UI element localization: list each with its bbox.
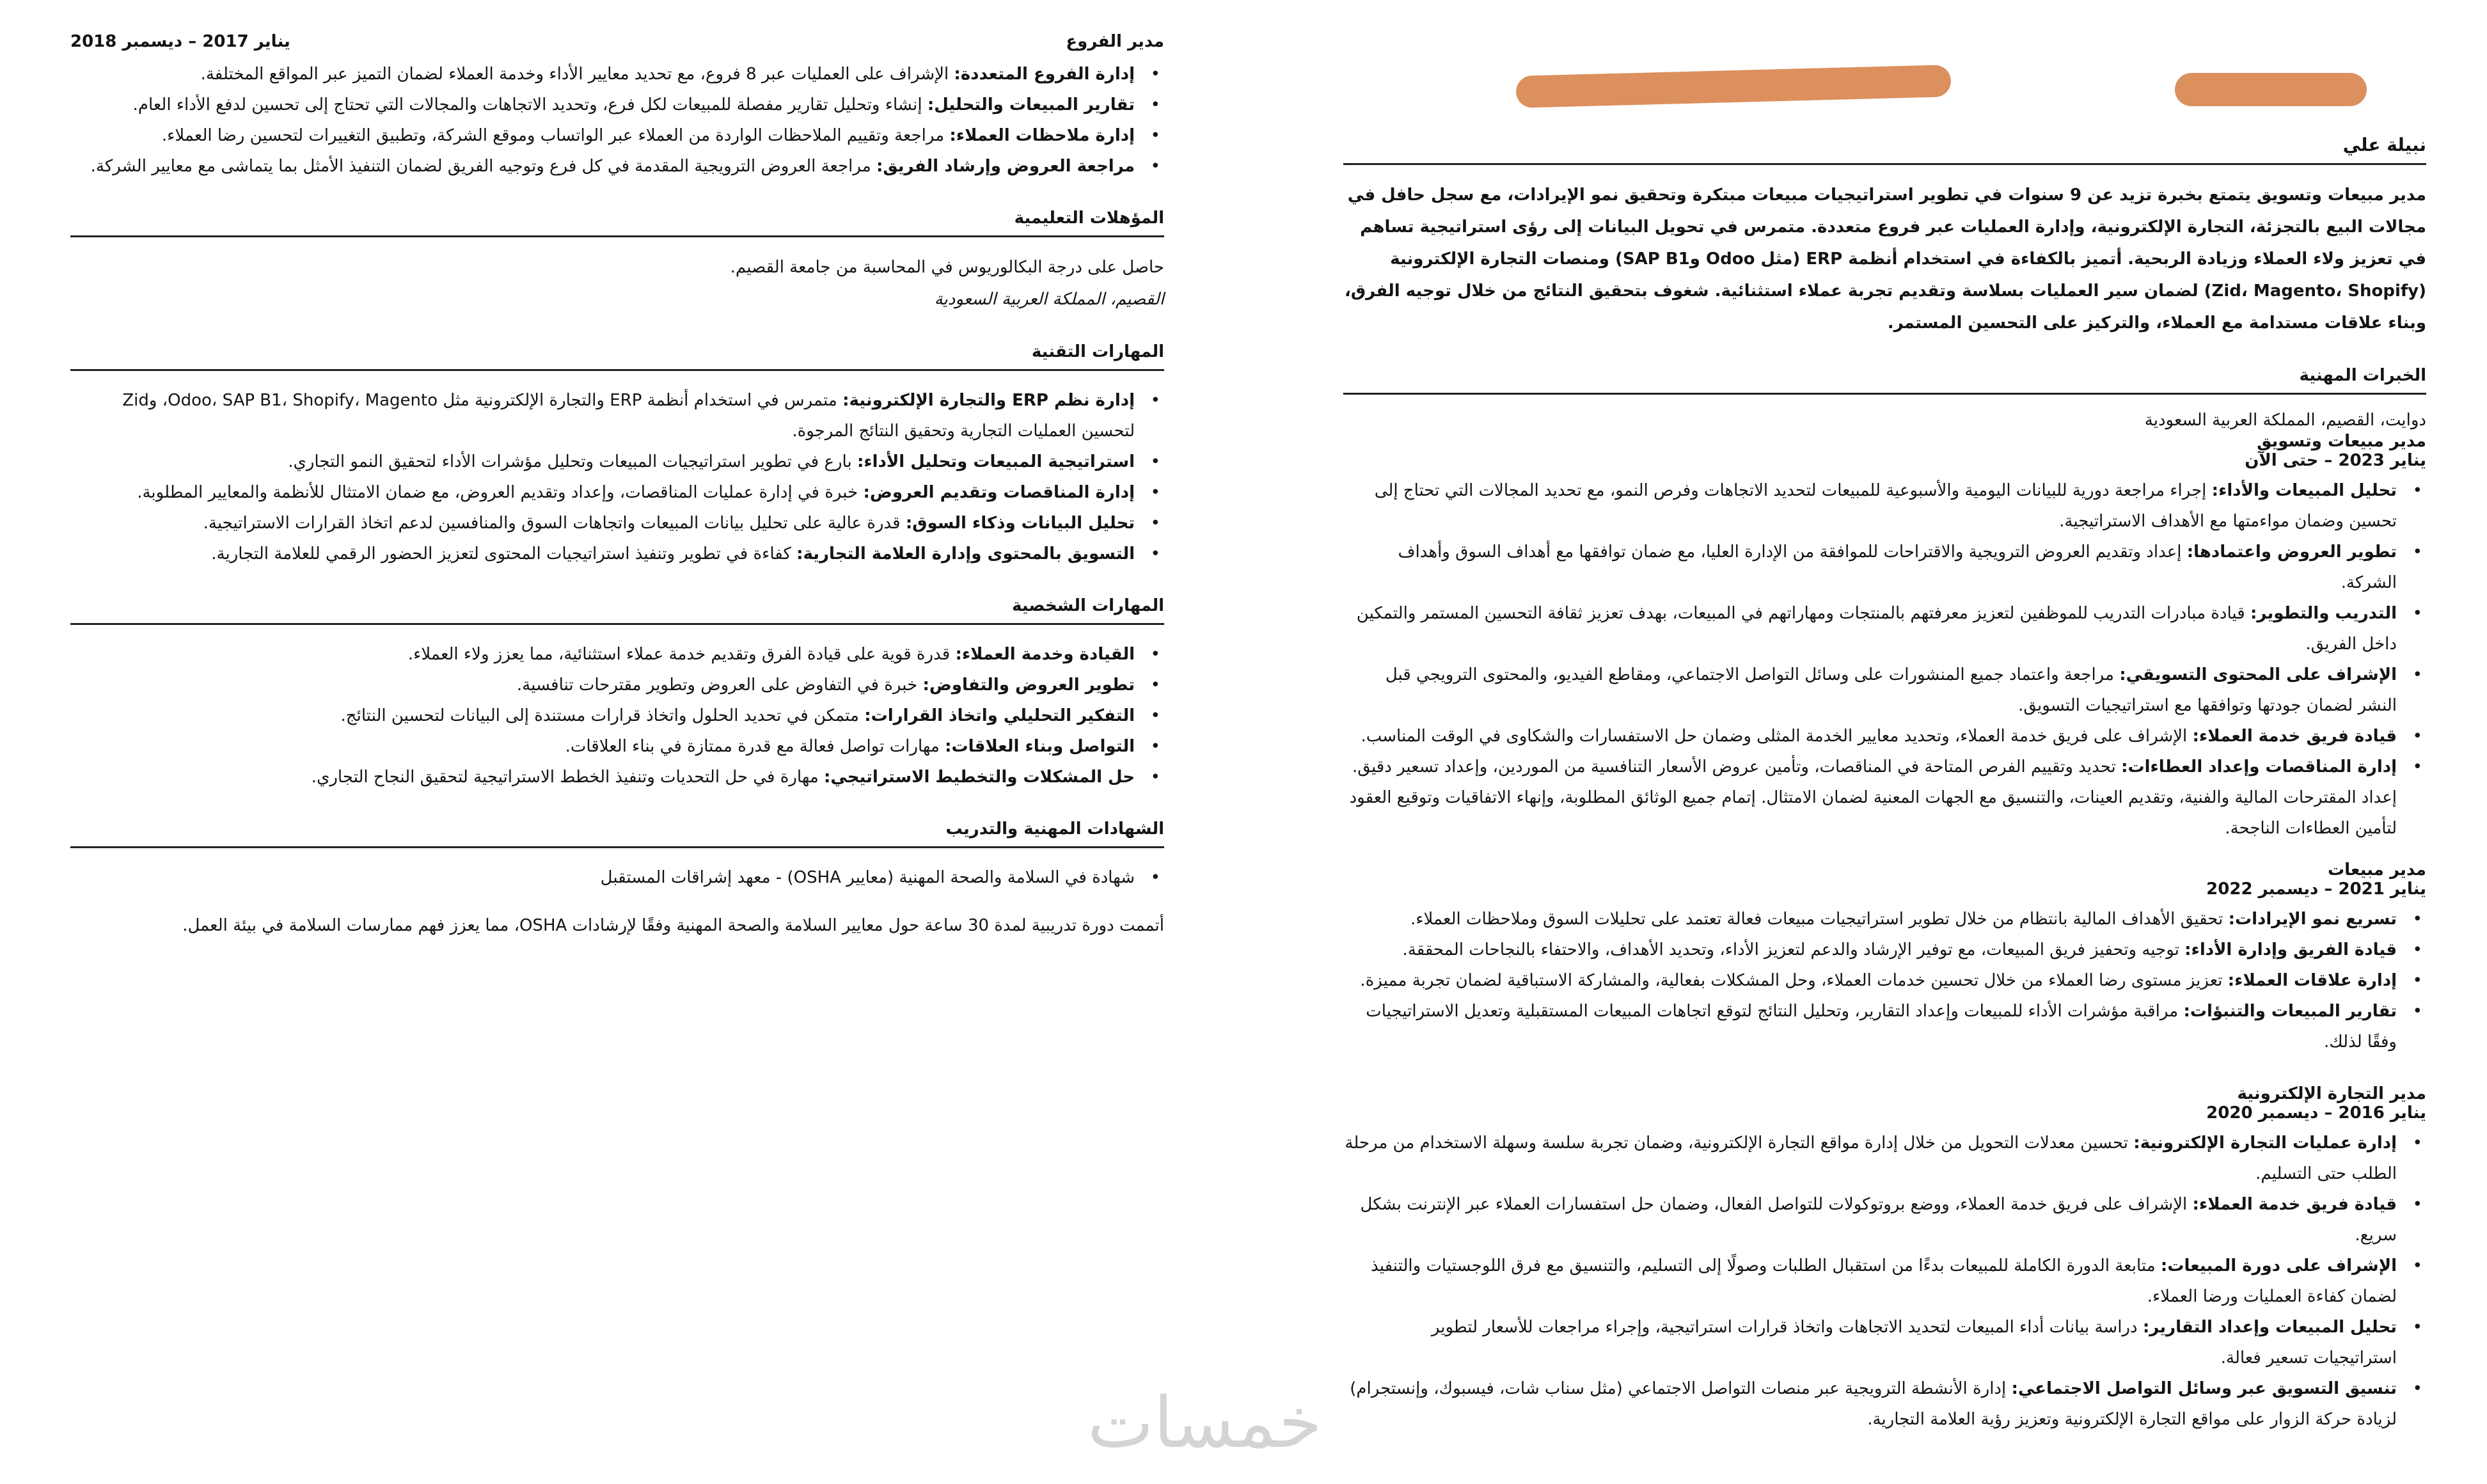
bullet-text: متابعة الدورة الكاملة للمبيعات بدءًا من استقبال الطلبات وصولًا إلى التسليم، والتنسيق مع فرق اللوجستيات والتنفيذ لضمان كفاءة العمليات ورضا العملاء. <box>1371 1256 2397 1306</box>
education-degree: حاصل على درجة البكالوريوس في المحاسبة من جامعة القصيم. <box>730 258 1164 277</box>
name-divider <box>1343 163 2426 165</box>
job-entry <box>1343 1084 2426 1435</box>
bullet-item <box>1343 721 2397 752</box>
experience-title: الخبرات المهنية <box>2299 366 2426 385</box>
bullet-label: تحليل البيانات وذكاء السوق: <box>905 514 1135 533</box>
bullet-item <box>70 539 1135 569</box>
bullet-item <box>70 90 1135 120</box>
bullet-item <box>1343 1251 2397 1312</box>
bullet-label: تنسيق التسويق عبر وسائل التواصل الاجتماعي: <box>2011 1379 2397 1398</box>
bullet-label: قيادة فريق خدمة العملاء: <box>2192 727 2397 746</box>
job-dates: يناير 2017 – ديسمبر 2018 <box>70 32 290 51</box>
education-title: المؤهلات التعليمية <box>1014 209 1164 228</box>
job-entry <box>1343 860 2426 1057</box>
certification-note: أتممت دورة تدريبية لمدة 30 ساعة حول معايير السلامة والصحة المهنية وفقًا لإرشادات OSHA، مما يعزز فهم ممارسات السلامة في بيئة العمل. <box>182 916 1164 935</box>
bullet-label: إدارة الفروع المتعددة: <box>954 65 1135 84</box>
bullet-text: تعزيز مستوى رضا العملاء من خلال تحسين خدمات العملاء، وحل المشكلات بفعالية، والمشاركة الاستباقية لضمان تجربة مميزة. <box>1360 971 2228 990</box>
bullet-text: تحديد وتقييم الفرص المتاحة في المناقصات، وتأمين عروض الأسعار التنافسية من الموردين، وإعداد تسعير دقيق. إعداد المقترحات المالية والفنية، وتقديم العينات، والتنسيق مع الجهات المعنية لضمان الامتثال. إتمام جميع الوثائق المطلوبة، وإنهاء الاتفاقيات وتوقيع العقود لتأمين العطاءات الناجحة. <box>1349 757 2397 838</box>
bullet-label: قيادة فريق خدمة العملاء: <box>2192 1195 2397 1214</box>
job-dates: يناير 2021 – ديسمبر 2022 <box>2206 880 2426 899</box>
bullet-label: إدارة المناقصات وإعداد العطاءات: <box>2121 757 2397 777</box>
section-divider <box>70 369 1164 371</box>
bullet-label: التسويق بالمحتوى وإدارة العلامة التجارية: <box>796 544 1135 564</box>
bullet-text: قيادة مبادرات التدريب للموظفين لتعزيز معرفتهم بالمنتجات ومهاراتهم في المبيعات، بهدف تعزيز ثقافة التحسين المستمر والتمكين داخل الفريق. <box>1356 604 2397 654</box>
job-bullets <box>1343 475 2426 844</box>
bullet-item <box>70 59 1135 90</box>
bullet-text: مهارة في حل التحديات وتنفيذ الخطط الاستراتيجية لتحقيق النجاح التجاري. <box>311 768 825 787</box>
bullet-text: قدرة عالية على تحليل بيانات المبيعات واتجاهات السوق والمنافسين لدعم اتخاذ القرارات الاستراتيجية. <box>203 514 906 533</box>
bullet-item <box>70 639 1135 670</box>
bullet-text: مراجعة وتقييم الملاحظات الواردة من العملاء عبر الواتساب وموقع الشركة، وتطبيق التغييرات لتحسين رضا العملاء. <box>161 126 950 145</box>
bullet-item <box>70 477 1135 508</box>
bullet-item <box>70 700 1135 731</box>
bullet-label: حل المشكلات والتخطيط الاستراتيجي: <box>824 768 1135 787</box>
bullet-item <box>70 446 1135 477</box>
branch-manager-header <box>70 32 1164 59</box>
job-title: مدير مبيعات <box>2328 860 2426 880</box>
bullet-item <box>1343 752 2397 844</box>
personal-skills-list <box>70 639 1164 793</box>
bullet-text: مهارات تواصل فعالة مع قدرة ممتازة في بناء العلاقات. <box>565 737 945 756</box>
bullet-label: تطوير العروض واعتمادها: <box>2186 542 2397 562</box>
bullet-item <box>70 120 1135 151</box>
job-title: مدير التجارة الإلكترونية <box>2237 1084 2426 1103</box>
education-location: القصيم، المملكة العربية السعودية <box>934 290 1164 309</box>
bullet-label: التواصل وبناء العلاقات: <box>945 737 1135 756</box>
technical-skills-list <box>70 385 1164 569</box>
bullet-item <box>1343 1312 2397 1373</box>
technical-skills-title: المهارات التقنية <box>1031 342 1164 361</box>
section-divider <box>70 623 1164 625</box>
resume-page-1 <box>1324 0 2487 1484</box>
job-bullets <box>1343 904 2426 1057</box>
bullet-label: إدارة علاقات العملاء: <box>2227 971 2397 990</box>
bullet-text: دراسة بيانات أداء المبيعات لتحديد الاتجاهات واتخاذ قرارات استراتيجية، وإجراء مراجعات للأسعار لتطوير استراتيجيات تسعير فعالة. <box>1431 1318 2397 1368</box>
resume-page-2 <box>0 0 1209 1484</box>
job-bullets <box>1343 1128 2426 1435</box>
job-dates: يناير 2023 – حتى الآن <box>2245 451 2426 470</box>
job-organization: دوايت، القصيم، المملكة العربية السعودية <box>2144 411 2426 430</box>
certifications-title: الشهادات المهنية والتدريب <box>945 819 1164 839</box>
bullet-item <box>70 862 1135 893</box>
bullet-label: تحليل المبيعات والأداء: <box>2211 481 2397 500</box>
candidate-name: نبيلة علي <box>2342 134 2426 155</box>
bullet-text: خبرة في إدارة عمليات المناقصات، وإعداد وتقديم العروض، مع ضمان الامتثال للأنظمة والمعايير المطلوبة. <box>137 483 864 502</box>
certifications-list <box>70 862 1164 893</box>
section-divider <box>70 846 1164 848</box>
bullet-text: الإشراف على فريق خدمة العملاء، وتحديد معايير الخدمة المثلى وضمان حل الاستفسارات والشكاوى في الوقت المناسب. <box>1361 727 2193 746</box>
bullet-item <box>1343 965 2397 996</box>
section-divider <box>1343 393 2426 395</box>
section-divider <box>70 235 1164 237</box>
job-entry <box>1343 409 2426 844</box>
bullet-item <box>1343 1128 2397 1189</box>
personal-skills-title: المهارات الشخصية <box>1012 596 1164 615</box>
bullet-item <box>70 508 1135 539</box>
bullet-text: متمرس في استخدام أنظمة ERP والتجارة الإلكترونية مثل Odoo، SAP B1، Shopify، Magento، وZid لتحسين العمليات التجارية وتحقيق النتائج المرجوة. <box>122 391 1135 441</box>
bullet-label: استراتيجية المبيعات وتحليل الأداء: <box>857 452 1135 471</box>
bullet-item <box>1343 1373 2397 1435</box>
bullet-item <box>70 151 1135 182</box>
bullet-item <box>1343 935 2397 965</box>
bullet-text: شهادة في السلامة والصحة المهنية (معايير OSHA) - معهد إشراقات المستقبل <box>600 868 1135 887</box>
bullet-label: إدارة ملاحظات العملاء: <box>949 126 1135 145</box>
bullet-text: خبرة في التفاوض على العروض وتطوير مقترحات تنافسية. <box>516 675 923 695</box>
bullet-label: تقارير المبيعات والتحليل: <box>927 95 1135 114</box>
bullet-item <box>70 731 1135 762</box>
bullet-label: تسريع نمو الإيرادات: <box>2228 910 2397 929</box>
bullet-text: إعداد وتقديم العروض الترويجية والاقتراحات للموافقة من الإدارة العليا، مع ضمان توافقها مع أهداف السوق وأهداف الشركة. <box>1398 542 2397 592</box>
bullet-label: تحليل المبيعات وإعداد التقارير: <box>2142 1318 2397 1337</box>
bullet-label: إدارة نظم ERP والتجارة الإلكترونية: <box>842 391 1135 410</box>
bullet-item <box>70 670 1135 700</box>
bullet-label: تطوير العروض والتفاوض: <box>922 675 1135 695</box>
bullet-text: توجيه وتحفيز فريق المبيعات، مع توفير الإرشاد والدعم لتعزيز الأداء، وتحديد الأهداف، والاحتفاء بالنجاحات المحققة. <box>1402 940 2185 959</box>
bullet-label: مراجعة العروض وإرشاد الفريق: <box>876 157 1135 176</box>
bullet-item <box>1343 1189 2397 1251</box>
bullet-label: التفكير التحليلي واتخاذ القرارات: <box>864 706 1135 725</box>
job-dates: يناير 2016 – ديسمبر 2020 <box>2206 1103 2426 1123</box>
bullet-label: تقارير المبيعات والتنبؤات: <box>2183 1002 2397 1021</box>
bullet-label: التدريب والتطوير: <box>2250 604 2397 623</box>
bullet-item <box>1343 598 2397 659</box>
professional-summary: مدير مبيعات وتسويق يتمتع بخبرة تزيد عن 9 سنوات في تطوير استراتيجيات مبيعات مبتكرة وتحقيق نمو الإيرادات، مع سجل حافل في مجالات البيع بالتجزئة، التجارة الإلكترونية، وإدارة العمليات عبر فروع متعددة. متمرس في تحويل البيانات إلى رؤى استراتيجية تساهم في تعزيز ولاء العملاء وزيادة الربحية. أتميز بالكفاءة في استخدام أنظمة ERP (مثل Odoo وSAP B1) ومنصات التجارة الإلكترونية (Zid، Magento، Shopify) لضمان سير العمليات بسلاسة وتقديم تجربة عملاء استثنائية. شغوف بتحقيق النتائج من خلال توجيه الفرق، وبناء علاقات مستدامة مع العملاء، والتركيز على التحسين المستمر. <box>1345 186 2426 333</box>
job-title: مدير مبيعات وتسويق <box>2257 432 2426 451</box>
bullet-text: مراجعة واعتماد جميع المنشورات على وسائل التواصل الاجتماعي، ومقاطع الفيديو، والمحتوى الترويجي قبل النشر لضمان جودتها وتوافقها مع استراتيجيات التسويق. <box>1385 665 2397 715</box>
bullet-text: متمكن في تحديد الحلول واتخاذ قرارات مستندة إلى البيانات لتحسين النتائج. <box>340 706 865 725</box>
bullet-text: تحسين معدلات التحويل من خلال إدارة مواقع التجارة الإلكترونية، وضمان تجربة سلسة وسهلة الاستخدام من مرحلة الطلب حتى التسليم. <box>1345 1133 2397 1183</box>
bullet-text: الإشراف على فريق خدمة العملاء، ووضع بروتوكولات للتواصل الفعال، وضمان حل استفسارات العملاء عبر الإنترنت بشكل سريع. <box>1360 1195 2397 1245</box>
bullet-text: مراجعة العروض الترويجية المقدمة في كل فرع وتوجيه الفريق لضمان التنفيذ الأمثل بما يتماشى مع معايير الشركة. <box>90 157 876 176</box>
bullet-text: تحقيق الأهداف المالية بانتظام من خلال تطوير استراتيجيات مبيعات فعالة تعتمد على تحليلات السوق وملاحظات العملاء. <box>1410 910 2229 929</box>
bullet-text: إنشاء وتحليل تقارير مفصلة للمبيعات لكل فرع، وتحديد الاتجاهات والمجالات التي تحتاج إلى تحسين لدفع الأداء العام. <box>132 95 928 114</box>
bullet-text: بارع في تطوير استراتيجيات المبيعات وتحليل مؤشرات الأداء لتحقيق النمو التجاري. <box>288 452 857 471</box>
watermark-logo: خمسات <box>1087 1382 1322 1464</box>
job-bullets <box>70 59 1164 182</box>
bullet-item <box>70 762 1135 793</box>
bullet-label: القيادة وخدمة العملاء: <box>955 645 1135 664</box>
bullet-text: إجراء مراجعة دورية للبيانات اليومية والأسبوعية للمبيعات لتحديد الاتجاهات وفرص النمو، مع تحديد المجالات التي تحتاج إلى تحسين وضمان مواءمتها مع الأهداف الاستراتيجية. <box>1374 481 2397 531</box>
bullet-label: الإشراف على المحتوى التسويقي: <box>2119 665 2397 684</box>
bullet-text: الإشراف على العمليات عبر 8 فروع، مع تحديد معايير الأداء وخدمة العملاء لضمان التميز عبر المواقع المختلفة. <box>200 65 954 84</box>
bullet-item <box>1343 537 2397 598</box>
bullet-text: كفاءة في تطوير وتنفيذ استراتيجيات المحتوى لتعزيز الحضور الرقمي للعلامة التجارية. <box>211 544 797 564</box>
bullet-label: إدارة المناقصات وتقديم العروض: <box>863 483 1135 502</box>
bullet-text: مراقبة مؤشرات الأداء للمبيعات وإعداد التقارير، وتحليل النتائج لتوقع اتجاهات المبيعات المستقبلية وتعديل الاستراتيجيات وفقًا لذلك. <box>1366 1002 2397 1052</box>
bullet-item <box>1343 475 2397 537</box>
bullet-text: إدارة الأنشطة الترويجية عبر منصات التواصل الاجتماعي (مثل سناب شات، فيسبوك، وإنستجرام) لزيادة حركة الزوار على مواقع التجارة الإلكترونية وتعزيز رؤية العلامة التجارية. <box>1350 1379 2397 1429</box>
bullet-text: قدرة قوية على قيادة الفرق وتقديم خدمة عملاء استثنائية، مما يعزز ولاء العملاء. <box>407 645 956 664</box>
bullet-item <box>1343 996 2397 1057</box>
bullet-label: إدارة عمليات التجارة الإلكترونية: <box>2133 1133 2397 1153</box>
bullet-item <box>1343 659 2397 721</box>
bullet-item <box>1343 904 2397 935</box>
job-title: مدير الفروع <box>1066 32 1164 51</box>
bullet-label: الإشراف على دورة المبيعات: <box>2160 1256 2397 1275</box>
bullet-item <box>70 385 1135 446</box>
bullet-label: قيادة الفريق وإدارة الأداء: <box>2184 940 2397 959</box>
